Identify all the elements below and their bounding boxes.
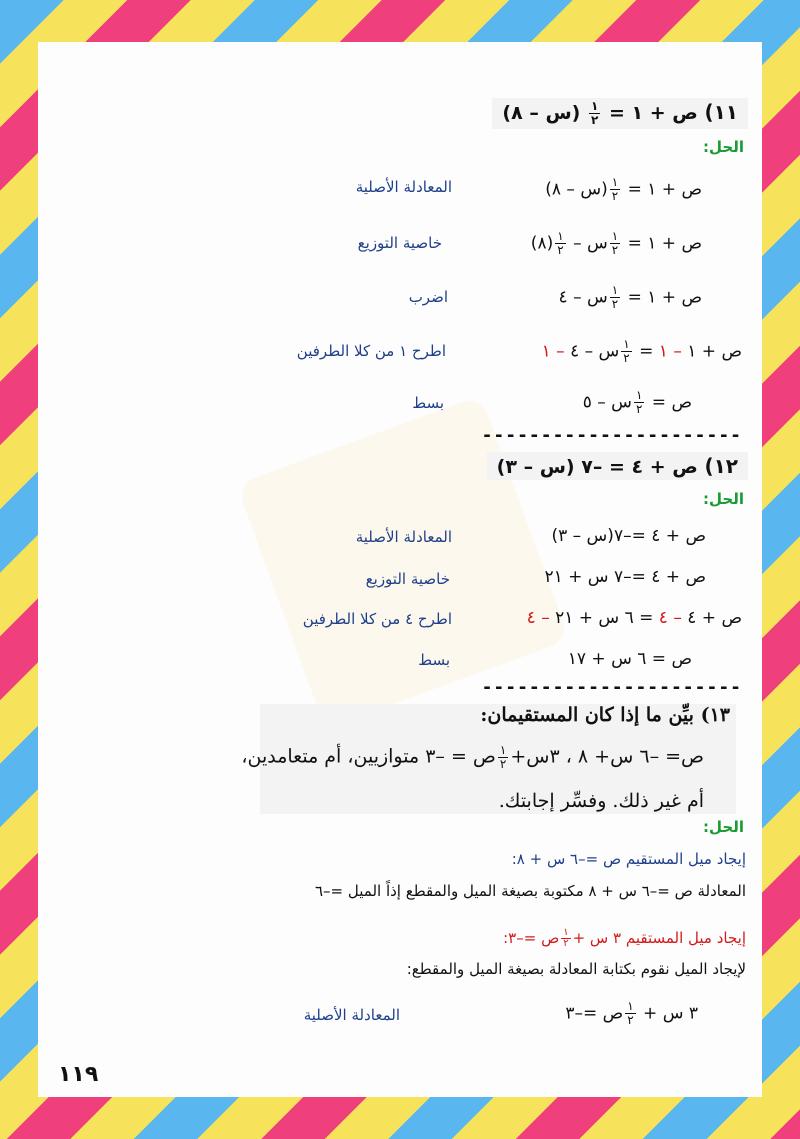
eq-part: س – bbox=[573, 233, 608, 254]
denominator: ٢ bbox=[627, 1013, 634, 1027]
problem-13-line-3: أم غير ذلك. وفسِّر إجابتك. bbox=[498, 790, 704, 812]
eq-part: ص =–٣ bbox=[565, 1003, 624, 1024]
p12-step-2 bbox=[544, 567, 706, 587]
solution-label: الحل: bbox=[703, 138, 744, 156]
eq-part: = ٦ س + ٢١ bbox=[555, 608, 654, 628]
eq-part: (٨) bbox=[530, 233, 554, 254]
problem-number: ١١) bbox=[704, 100, 738, 124]
statement-part: ص + ١ = bbox=[608, 102, 698, 124]
numerator: ١ bbox=[557, 229, 564, 243]
p11-step-2 bbox=[531, 230, 702, 257]
numerator: ١ bbox=[627, 999, 634, 1013]
eq-part: ص = ٦ س + ١٧ bbox=[567, 649, 692, 669]
p11-step-4-label: اطرح ١ من كلا الطرفين bbox=[296, 342, 446, 360]
p11-step-3-label: اضرب bbox=[408, 288, 448, 306]
eq-part-red: – ٤ bbox=[526, 608, 550, 628]
denominator: ٢ bbox=[635, 402, 643, 416]
denominator: ٢ bbox=[590, 113, 599, 127]
p11-step-5-label: بسط bbox=[412, 394, 444, 412]
problem-13-line-2 bbox=[241, 744, 704, 771]
fraction bbox=[498, 744, 508, 771]
eq-part-red: – ١ bbox=[541, 341, 565, 362]
eq-part: ص + ١ = bbox=[627, 179, 702, 200]
final-equation bbox=[565, 1000, 698, 1027]
final-equation-label: المعادلة الأصلية bbox=[303, 1006, 400, 1024]
fraction bbox=[610, 284, 620, 311]
numerator: ١ bbox=[611, 283, 619, 297]
statement-part: بيِّن ما إذا كان المستقيمان: bbox=[480, 704, 694, 726]
p12-step-4-label: بسط bbox=[418, 651, 450, 669]
heading-part: إيجاد ميل المستقيم ٣ س + bbox=[572, 929, 746, 947]
statement-part: ص = –٣ متوازيين، أم متعامدين، bbox=[241, 745, 496, 768]
eq-part: ٣ س + bbox=[643, 1003, 698, 1024]
eq-part: ص + ٤ =–٧(س – ٣) bbox=[551, 526, 706, 546]
fraction bbox=[634, 389, 644, 416]
numerator: ١ bbox=[499, 743, 507, 757]
statement-part: ص= –٦ س+ ٨ ، ٣س+ bbox=[510, 745, 704, 768]
problem-number: ١٢) bbox=[704, 454, 738, 478]
statement-part: (س – ٨) bbox=[502, 102, 581, 124]
fraction bbox=[589, 100, 600, 127]
eq-part: ص + ١ = bbox=[627, 233, 702, 254]
p12-step-3 bbox=[527, 608, 742, 628]
numerator: ١ bbox=[611, 229, 619, 243]
numerator: ١ bbox=[623, 337, 630, 351]
numerator: ١ bbox=[563, 927, 569, 938]
solution-label: الحل: bbox=[703, 490, 744, 508]
problem-number: ١٣) bbox=[700, 704, 730, 726]
heading-part: ص =–٣: bbox=[503, 929, 560, 947]
find-slope-2 bbox=[503, 928, 746, 949]
p12-step-4 bbox=[568, 649, 692, 669]
denominator: ٢ bbox=[611, 297, 619, 311]
denominator: ٢ bbox=[557, 243, 564, 257]
statement-part: ص + ٤ = –٧ (س – ٣) bbox=[496, 456, 698, 478]
eq-part: = bbox=[639, 341, 654, 362]
eq-part: ص + ١ bbox=[687, 341, 742, 362]
p12-step-1-label: المعادلة الأصلية bbox=[355, 528, 452, 546]
denominator: ٢ bbox=[499, 757, 507, 771]
numerator: ١ bbox=[611, 175, 619, 189]
p12-step-2-label: خاصية التوزيع bbox=[365, 570, 450, 588]
find-slope-1: إيجاد ميل المستقيم ص =–٦ س + ٨: bbox=[511, 850, 746, 868]
fraction bbox=[610, 176, 620, 203]
p12-step-3-label: اطرح ٤ من كلا الطرفين bbox=[302, 610, 452, 628]
separator: ---------------------- bbox=[481, 425, 742, 446]
worksheet-page bbox=[38, 42, 762, 1097]
p11-step-3 bbox=[559, 284, 702, 311]
eq-part: ص + ٤ =–٧ س + ٢١ bbox=[544, 567, 706, 587]
denominator: ٢ bbox=[563, 938, 569, 949]
denominator: ٢ bbox=[611, 243, 619, 257]
p11-step-4 bbox=[542, 338, 742, 365]
fraction bbox=[561, 928, 570, 949]
slope-explanation: المعادلة ص =–٦ س + ٨ مكتوبة بصيغة الميل والمقطع إذاً الميل =–٦ bbox=[314, 882, 746, 900]
problem-11-statement bbox=[492, 98, 748, 129]
eq-part: س – ٥ bbox=[582, 392, 632, 413]
slope-intro: لإيجاد الميل نقوم بكتابة المعادلة بصيغة الميل والمقطع: bbox=[406, 960, 746, 978]
p12-step-1 bbox=[551, 526, 706, 546]
eq-part-red: – ١ bbox=[658, 341, 682, 362]
eq-part: س – ٤ bbox=[558, 287, 608, 308]
eq-part: ص = bbox=[651, 392, 692, 413]
numerator: ١ bbox=[635, 388, 643, 402]
numerator: ١ bbox=[590, 99, 599, 113]
eq-part: ص + ١ = bbox=[627, 287, 702, 308]
separator: ---------------------- bbox=[481, 677, 742, 698]
eq-part: ص + ٤ bbox=[687, 608, 742, 628]
eq-part-red: – ٤ bbox=[658, 608, 682, 628]
fraction bbox=[625, 1000, 635, 1027]
fraction bbox=[555, 230, 565, 257]
p11-step-2-label: خاصية التوزيع bbox=[357, 234, 442, 252]
denominator: ٢ bbox=[611, 189, 619, 203]
problem-12-statement bbox=[487, 452, 748, 480]
p11-step-1-label: المعادلة الأصلية bbox=[355, 178, 452, 196]
eq-part: س – ٤ bbox=[570, 341, 620, 362]
denominator: ٢ bbox=[623, 351, 630, 365]
fraction bbox=[621, 338, 631, 365]
p11-step-5 bbox=[583, 389, 692, 416]
p11-step-1 bbox=[545, 176, 702, 203]
solution-label: الحل: bbox=[703, 818, 744, 836]
problem-13-line-1 bbox=[480, 704, 730, 726]
page-number: ١١٩ bbox=[58, 1062, 99, 1087]
eq-part: (س – ٨) bbox=[545, 179, 608, 200]
fraction bbox=[610, 230, 620, 257]
